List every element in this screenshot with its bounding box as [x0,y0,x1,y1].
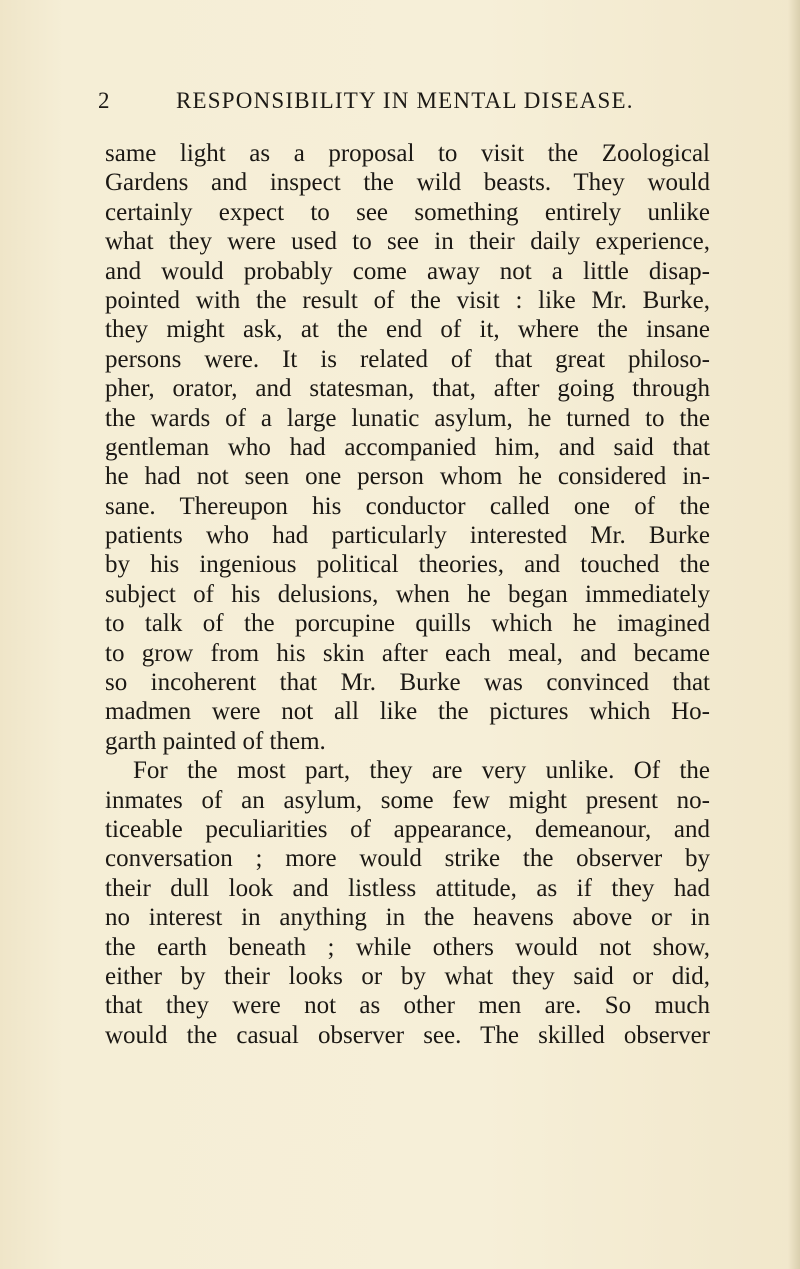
text-line: so incoherent that Mr. Burke was convinced that [105,669,710,697]
text-line: the earth beneath ; while others would not show, [105,933,710,961]
text-line: that they were not as other men are. So much [105,992,710,1020]
body-text [105,139,710,1050]
text-line: they might ask, at the end of it, where the insane [105,316,710,344]
text-line: certainly expect to see something entirely unlike [105,198,710,226]
text-line: their dull look and listless attitude, as if they had [105,874,710,902]
text-line: sane. Thereupon his conductor called one of the [105,492,710,520]
text-line: patients who had particularly interested Mr. Burke [105,522,710,550]
text-line: to talk of the porcupine quills which he imagined [105,610,710,638]
text-line: would the casual observer see. The skilled observer [105,1021,710,1049]
text-line: subject of his delusions, when he began immediately [105,580,710,608]
text-line: and would probably come away not a little disap- [105,257,710,285]
page-header [98,84,698,120]
running-head: RESPONSIBILITY IN MENTAL DISEASE. [176,88,634,113]
text-line: he had not seen one person whom he considered in- [105,463,710,491]
text-line: For the most part, they are very unlike. Of the [133,757,710,785]
text-line: gentleman who had accompanied him, and said that [105,433,710,461]
text-line: ticeable peculiarities of appearance, demeanour, and [105,815,710,843]
text-line: by his ingenious political theories, and touched the [105,551,710,579]
text-line: what they were used to see in their daily experience, [105,228,710,256]
text-line: madmen were not all like the pictures which Ho- [105,698,710,726]
text-line: no interest in anything in the heavens above or in [105,904,710,932]
text-line: same light as a proposal to visit the Zoological [105,140,710,167]
page-number: 2 [98,88,110,113]
text-line: persons were. It is related of that great philoso- [105,345,710,373]
text-line: the wards of a large lunatic asylum, he turned to the [105,404,710,432]
text-line: to grow from his skin after each meal, and became [105,639,710,667]
text-line: inmates of an asylum, some few might present no- [105,786,710,814]
text-line: pher, orator, and statesman, that, after going through [105,375,710,403]
text-line: Gardens and inspect the wild beasts. They would [105,169,710,197]
text-line: pointed with the result of the visit : like Mr. Burke, [105,286,710,314]
text-line: garth painted of them. [105,727,326,755]
text-line: either by their looks or by what they said or did, [105,962,710,990]
text-line: conversation ; more would strike the observer by [105,845,710,873]
page-edge-shadow [788,0,800,1269]
